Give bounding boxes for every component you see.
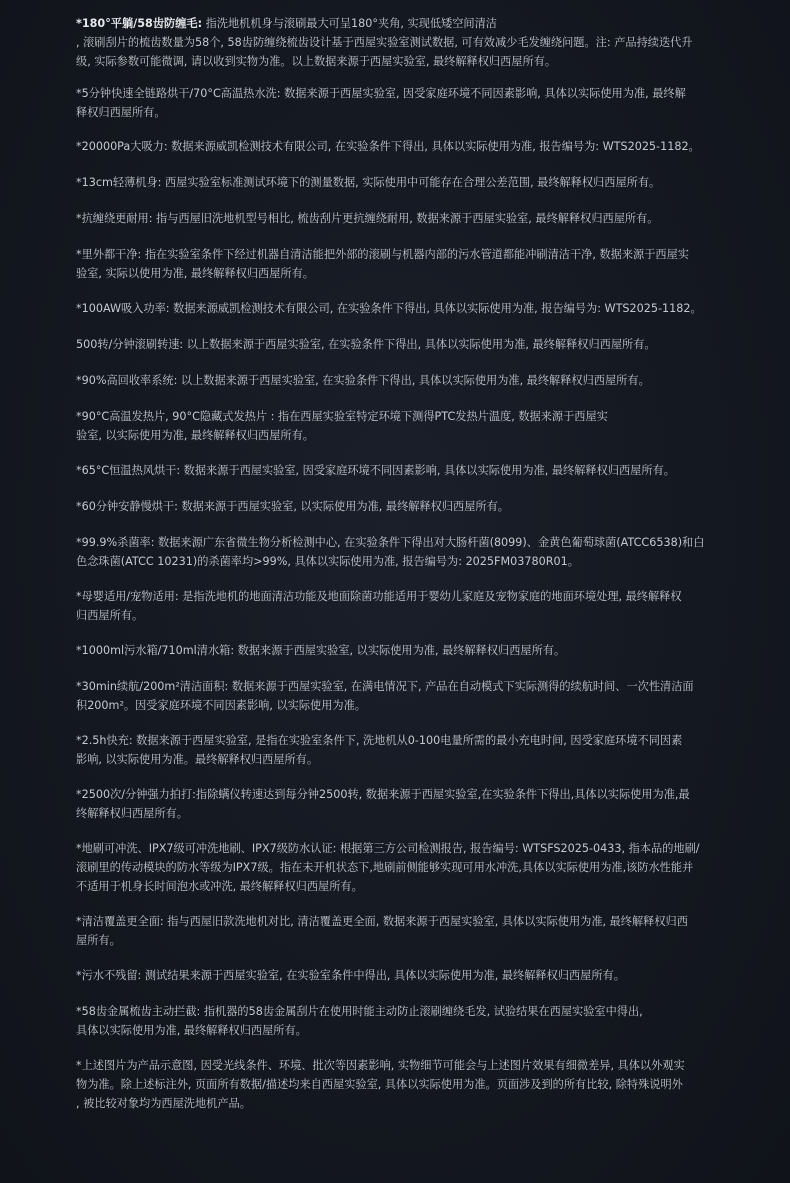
- disclaimer-note: [76, 677, 694, 715]
- disclaimer-line: 积200m²。因受家庭环境不同因素影响, 以实际使用为准。: [76, 699, 366, 712]
- disclaimer-line: *地刷可冲洗、IPX7级可冲洗地刷、IPX7级防水认证: 根据第三方公司检测报告, 报告编号: WTSFS2025-0433, 指本品的地刷/: [76, 842, 700, 855]
- disclaimer-note: [76, 14, 693, 71]
- disclaimer-text: 指洗地机机身与滚刷最大可呈180°夹角, 实现低矮空间清洁: [202, 17, 497, 30]
- disclaimer-line: 影响, 以实际使用为准。最终解释权归西屋所有。: [76, 753, 319, 766]
- disclaimer-line: *13cm轻薄机身: 西屋实验室标准测试环境下的测量数据, 实际使用中可能存在合理公差范围, 最终解释权归西屋所有。: [76, 176, 661, 189]
- disclaimer-note: [76, 912, 688, 950]
- disclaimer-note: [76, 966, 625, 985]
- disclaimer-line: 物为准。除上述标注外, 页面所有数据/描述均来自西屋实验室, 具体以实际使用为准。页面涉及到的所有比较, 除特殊说明外: [76, 1078, 683, 1091]
- disclaimer-note: [76, 839, 700, 896]
- disclaimer-note: [76, 785, 690, 823]
- disclaimer-line: 不适用于机身长时间泡水或冲洗, 最终解释权归西屋所有。: [76, 880, 363, 893]
- disclaimer-line: *65°C恒温热风烘干: 数据来源于西屋实验室, 因受家庭环境不同因素影响, 具体以实际使用为准, 最终解释权归西屋所有。: [76, 464, 675, 477]
- disclaimer-note: [76, 84, 686, 122]
- disclaimer-line: , 滚刷刮片的梳齿数量为58个, 58齿防缠绕梳齿设计基于西屋实验室测试数据, 可有效减少毛发缠绕问题。注: 产品持续迭代升: [76, 36, 693, 49]
- disclaimer-note: [76, 1002, 643, 1040]
- disclaimer-line: *58齿金属梳齿主动拦截: 指机器的58齿金属刮片在使用时能主动防止滚刷缠绕毛发, 试验结果在西屋实验室中得出,: [76, 1005, 643, 1018]
- disclaimer-line: *2.5h快充: 数据来源于西屋实验室, 是指在实验室条件下, 洗地机从0-100电量所需的最小充电时间, 因受家庭环境不同因素: [76, 734, 683, 747]
- disclaimer-line: 具体以实际使用为准, 最终解释权归西屋所有。: [76, 1024, 307, 1037]
- disclaimer-note: [76, 407, 608, 445]
- disclaimer-line: 滚刷里的传动模块的防水等级为IPX7级。指在未开机状态下,地刷前侧能够实现可用水冲洗,具体以实际使用为准,该防水性能并: [76, 861, 694, 874]
- disclaimer-line: 终解释权归西屋所有。: [76, 807, 188, 820]
- disclaimer-line: *1000ml污水箱/710ml清水箱: 数据来源于西屋实验室, 以实际使用为准, 最终解释权归西屋所有。: [76, 644, 566, 657]
- disclaimer-note: [76, 461, 675, 480]
- disclaimer-line: 验室, 以实际使用为准, 最终解释权归西屋所有。: [76, 429, 314, 442]
- disclaimer-line: *100AW吸入功率: 数据来源威凯检测技术有限公司, 在实验条件下得出, 具体以实际使用为准, 报告编号为: WTS2025-1182。: [76, 302, 702, 315]
- disclaimer-lead: *180°平躺/58齿防缠毛:: [76, 17, 203, 30]
- disclaimer-line: 级, 实际参数可能微调, 请以收到实物为准。以上数据来源于西屋实验室, 最终解释权归西屋所有。: [76, 55, 557, 68]
- disclaimer-line: *2500次/分钟强力拍打:指除螨仪转速达到每分钟2500转, 数据来源于西屋实验室,在实验条件下得出,具体以实际使用为准,最: [76, 788, 690, 801]
- disclaimer-note: [76, 533, 704, 571]
- disclaimer-line: *母婴适用/宠物适用: 是指洗地机的地面清洁功能及地面除菌功能适用于婴幼儿家庭及宠物家庭的地面环境处理, 最终解释权: [76, 590, 682, 603]
- disclaimer-note: [76, 587, 682, 625]
- disclaimer-line: *清洁覆盖更全面: 指与西屋旧款洗地机对比, 清洁覆盖更全面, 数据来源于西屋实验室, 具体以实际使用为准, 最终解释权归西: [76, 915, 688, 928]
- disclaimer-line: 验室, 实际以使用为准, 最终解释权归西屋所有。: [76, 267, 314, 280]
- disclaimer-note: [76, 245, 689, 283]
- disclaimer-line: *99.9%杀菌率: 数据来源广东省微生物分析检测中心, 在实验条件下得出对大肠杆菌(8099)、金黄色葡萄球菌(ATCC6538)和白: [76, 536, 705, 549]
- disclaimer-note: [76, 371, 650, 390]
- disclaimer-line: 释权归西屋所有。: [76, 106, 166, 119]
- disclaimer-note: [76, 137, 700, 156]
- disclaimer-line: *90%高回收率系统: 以上数据来源于西屋实验室, 在实验条件下得出, 具体以实际使用为准, 最终解释权归西屋所有。: [76, 374, 650, 387]
- disclaimer-line: [76, 14, 693, 33]
- disclaimer-line: *90°C高温发热片, 90°C隐藏式发热片 : 指在西屋实验室特定环境下测得PTC发热片温度, 数据来源于西屋实: [76, 410, 608, 423]
- disclaimer-note: [76, 1056, 685, 1113]
- disclaimer-note: [76, 497, 509, 516]
- disclaimer-line: *抗缠绕更耐用: 指与西屋旧洗地机型号相比, 梳齿刮片更抗缠绕耐用, 数据来源于西屋实验室, 最终解释权归西屋所有。: [76, 212, 659, 225]
- disclaimer-note: [76, 731, 682, 769]
- disclaimer-line: *20000Pa大吸力: 数据来源威凯检测技术有限公司, 在实验条件下得出, 具体以实际使用为准, 报告编号为: WTS2025-1182。: [76, 140, 700, 153]
- disclaimer-line: *30min续航/200m²清洁面积: 数据来源于西屋实验室, 在满电情况下, 产品在自动模式下实际测得的续航时间、一次性清洁面: [76, 680, 694, 693]
- disclaimer-line: 500转/分钟滚刷转速: 以上数据来源于西屋实验室, 在实验条件下得出, 具体以实际使用为准, 最终解释权归西屋所有。: [76, 338, 656, 351]
- disclaimer-line: 归西屋所有。: [76, 609, 144, 622]
- disclaimer-line: *60分钟安静慢烘干: 数据来源于西屋实验室, 以实际使用为准, 最终解释权归西屋所有。: [76, 500, 509, 513]
- disclaimer-line: 色念珠菌(ATCC 10231)的杀菌率均>99%, 具体以实际使用为准, 报告编号为: 2025FM03780R01。: [76, 555, 579, 568]
- disclaimer-line: , 被比较对象均为西屋洗地机产品。: [76, 1097, 251, 1110]
- disclaimer-line: *上述图片为产品示意图, 因受光线条件、环境、批次等因素影响, 实物细节可能会与上述图片效果有细微差异, 具体以外观实: [76, 1059, 685, 1072]
- disclaimer-note: [76, 209, 658, 228]
- disclaimer-line: *污水不残留: 测试结果来源于西屋实验室, 在实验室条件中得出, 具体以实际使用为准, 最终解释权归西屋所有。: [76, 969, 625, 982]
- disclaimer-line: *5分钟快速全链路烘干/70°C高温热水洗: 数据来源于西屋实验室, 因受家庭环境不同因素影响, 具体以实际使用为准, 最终解: [76, 87, 686, 100]
- disclaimer-note: [76, 173, 660, 192]
- disclaimer-line: *里外都干净: 指在实验室条件下经过机器自清洁能把外部的滚刷与机器内部的污水管道都能冲刷清洁干净, 数据来源于西屋实: [76, 248, 689, 261]
- disclaimer-note: [76, 641, 565, 660]
- disclaimer-note: [76, 335, 656, 354]
- disclaimer-line: 屋所有。: [76, 934, 121, 947]
- disclaimer-note: [76, 299, 702, 318]
